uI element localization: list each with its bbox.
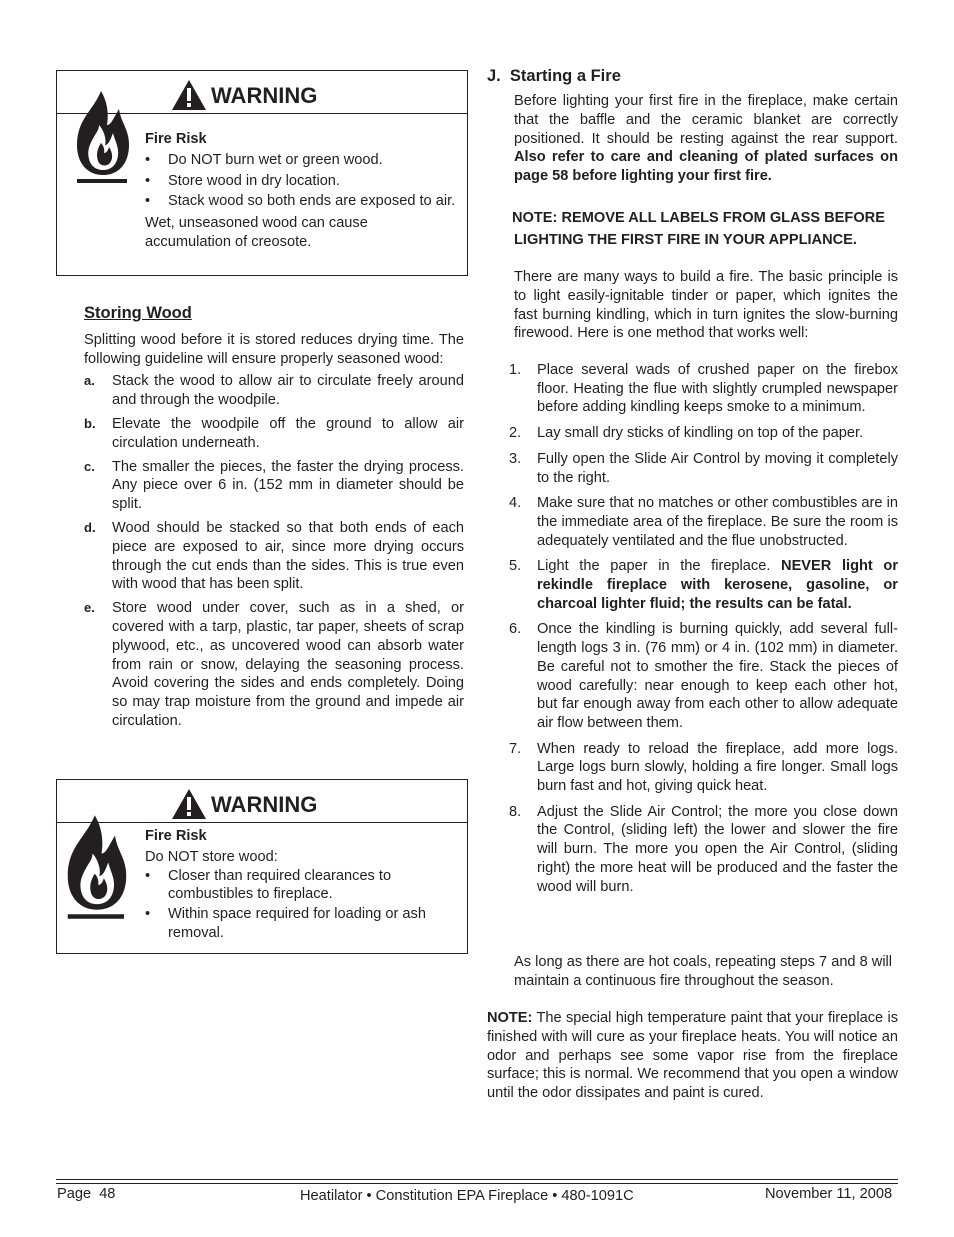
warning-bullet: • Store wood in dry location.: [145, 172, 340, 189]
list-item: 8. Adjust the Slide Air Control; the more you close down the Control, (sliding left) the lower and slower the fire will burn. The more you open the Air Control, (sliding right) the more heat will be produced and the faster the wood will burn.: [509, 803, 898, 895]
bullet-marker: •: [145, 193, 151, 210]
footer-divider: [56, 1183, 898, 1184]
warning-text: [145, 130, 460, 252]
starting-intro: Before lighting your first fire in the fireplace, make certain that the baffle and the ceramic blanket are correctly positioned. It should be resting against the rear support. Also refer to care and cleaning of plated surfaces on page 58 before lighting your first fire.: [514, 93, 898, 185]
bullet-marker: •: [145, 867, 151, 884]
warning-note: Wet, unseasoned wood can cause accumulation of creosote.: [145, 215, 368, 250]
note-label: NOTE:: [487, 1010, 533, 1026]
warning-bullet: • Closer than required clearances to combustibles to fireplace.: [145, 867, 392, 903]
warning-lead: Do NOT store wood:: [145, 848, 278, 865]
bullet-marker: •: [145, 151, 151, 168]
list-item: e. Store wood under cover, such as in a shed, or covered with a tarp, plastic, tar paper, sheets of scrap plywood, etc., as uncovered wood can absorb water from rain or snow, delaying the seasoning process. Avoid covering the sides and ends completely. Doing so may trap moisture from the ground and impede air circulation.: [84, 600, 464, 729]
warning-title: WARNING: [211, 83, 318, 108]
list-item: 4. Make sure that no matches or other combustibles are in the immediate area of the fireplace. Be sure the room is adequately ventilated and the flue unobstructed.: [509, 495, 898, 549]
list-item: 3. Fully open the Slide Air Control by moving it completely to the right.: [509, 450, 898, 486]
warning-triangle-icon: [171, 79, 207, 111]
footer-divider: [56, 1179, 898, 1180]
warning-box-storage: [56, 779, 468, 954]
list-item: 7. When ready to reload the fireplace, add more logs. Large logs burn slowly, holding a fire longer. Small logs burn fast and hot, giving quick heat.: [509, 740, 898, 795]
storing-wood-section: [84, 304, 464, 736]
paint-note: NOTE: The special high temperature paint that your fireplace is finished with will cure as your fireplace heats. You will notice an odor and perhaps see some vapor rise from the fireplace surface; this is normal. We recommend that you open a window until the odor dissipates and paint is cured.: [487, 1010, 898, 1102]
warning-subtitle: Fire Risk: [145, 828, 207, 844]
closing-text: As long as there are hot coals, repeating steps 7 and 8 will maintain a continuous fire throughout the season.: [514, 954, 893, 989]
list-item: b. Elevate the woodpile off the ground to allow air circulation underneath.: [84, 415, 464, 451]
fire-icon: [71, 89, 135, 185]
warning-bullet: • Within space required for loading or ash removal.: [145, 906, 426, 941]
fire-icon: [61, 812, 133, 922]
list-item: 5. Light the paper in the fireplace. NEVER light or rekindle fireplace with kerosene, gasoline, or charcoal lighter fluid; the results can be fatal.: [509, 558, 899, 612]
starting-fire-heading: J. Starting a Fire: [487, 67, 621, 85]
footer-document-title: Heatilator • Constitution EPA Fireplace • 480-1091C: [300, 1188, 634, 1204]
warning-triangle-icon: [171, 788, 207, 820]
list-item: 1. Place several wads of crushed paper on the firebox floor. Heating the flue with slightly crumpled newspaper before adding kindling keeps smoke to a minimum.: [509, 362, 898, 416]
bullet-marker: •: [145, 906, 151, 923]
list-item: d. Wood should be stacked so that both ends of each piece are exposed to air, since more drying occurs through the cut ends than the sides. This is true even with wood that has been split.: [84, 519, 464, 593]
warning-subtitle: Fire Risk: [145, 131, 207, 147]
basic-principle: There are many ways to build a fire. The basic principle is to light easily-ignitable tinder or paper, which ignites the fast burning kindling, which in turn ignites the slow-burning firewood. Here is one method that works well:: [514, 269, 898, 342]
warning-box-wet-wood: [56, 70, 468, 276]
footer-date: November 11, 2008: [765, 1186, 893, 1202]
warning-text: [145, 827, 460, 943]
list-item: 2. Lay small dry sticks of kindling on top of the paper.: [509, 425, 864, 442]
warning-title: WARNING: [211, 792, 318, 817]
section-heading: Storing Wood: [84, 304, 192, 322]
list-item: a. Stack the wood to allow air to circulate freely around and through the woodpile.: [84, 373, 464, 409]
bullet-marker: •: [145, 172, 151, 189]
labels-note: NOTE: REMOVE ALL LABELS FROM GLASS BEFORE LIGHTING THE FIRST FIRE IN YOUR APPLIANCE.: [512, 210, 885, 248]
warning-bullet: • Do NOT burn wet or green wood.: [145, 151, 383, 168]
warning-bullet: • Stack wood so both ends are exposed to air.: [145, 193, 456, 210]
list-item: c. The smaller the pieces, the faster the drying process. Any piece over 6 in. (152 mm in diameter should be split.: [84, 458, 464, 513]
list-item: 6. Once the kindling is burning quickly, add several full-length logs 3 in. (76 mm) or 4 in. (102 mm) in diameter. Be careful not to smother the fire. Stack the pieces of wood carefully: near enough to keep each other hot, but far enough away from each other to allow adequate air flow between them.: [509, 621, 898, 731]
intro-bold-text: Also refer to care and cleaning of plated surfaces on page 58 before lighting your first fire.: [514, 149, 898, 185]
page-number: Page 48: [57, 1186, 116, 1202]
fire-steps-list: [509, 361, 898, 903]
section-intro: Splitting wood before it is stored reduces drying time. The following guideline will ensure properly seasoned wood:: [84, 331, 464, 367]
